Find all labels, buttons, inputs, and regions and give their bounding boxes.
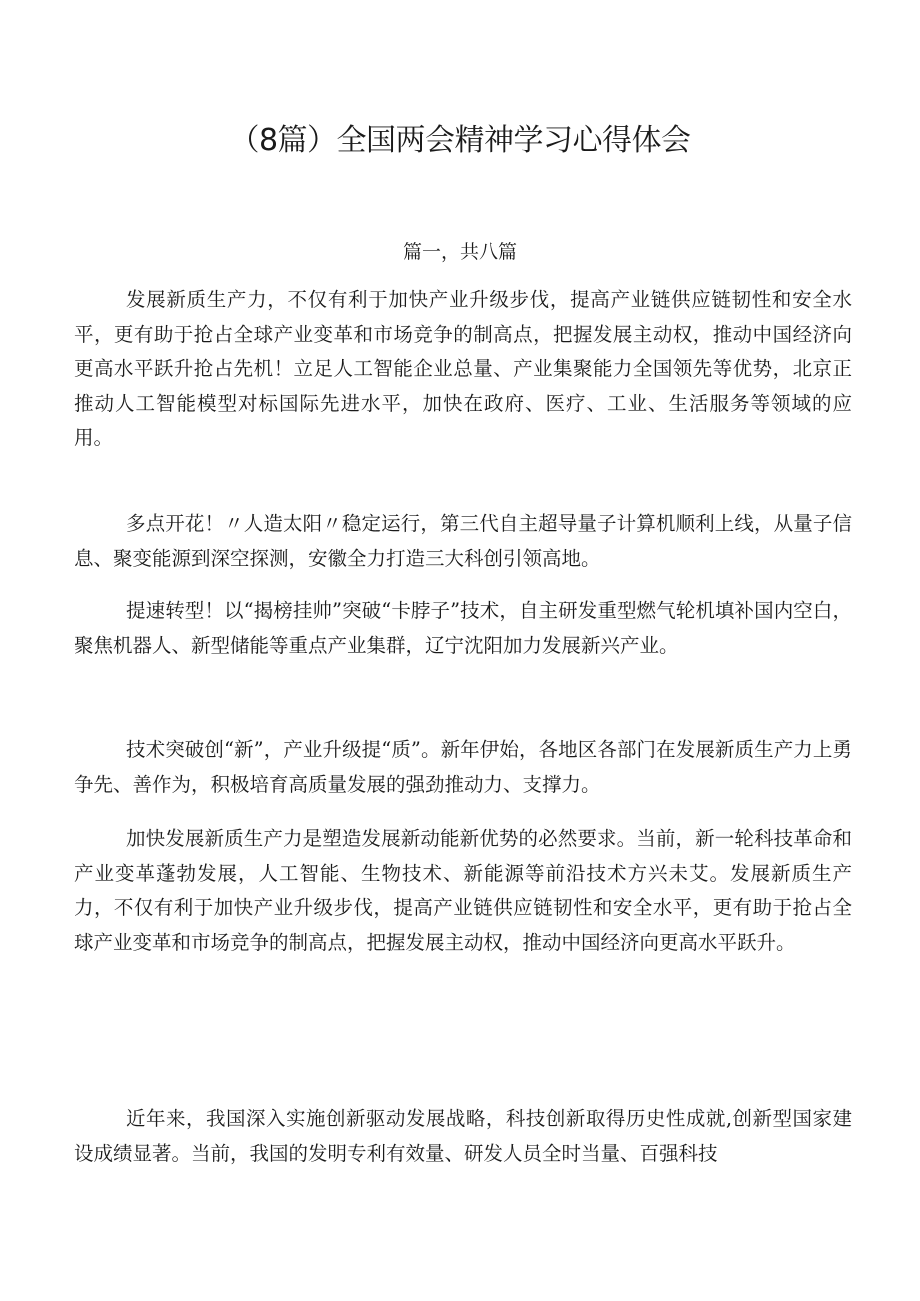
paragraph: 近年来，我国深入实施创新驱动发展战略，科技创新取得历史性成就,创新型国家建设成绩显著。当前，我国的发明专利有效量、研发人员全时当量、百强科技 [74, 1107, 852, 1165]
paragraph: 提速转型！以“揭榜挂帅”突破“卡脖子”技术，自主研发重型燃气轮机填补国内空白，聚焦机器人、新型储能等重点产业集群，辽宁沈阳加力发展新兴产业。 [74, 599, 852, 657]
document-title: （8篇）全国两会精神学习心得体会 [229, 123, 691, 158]
paragraph: 多点开花！〃人造太阳〃稳定运行，第三代自主超导量子计算机顺利上线，从量子信息、聚变能源到深空探测，安徽全力打造三大科创引领高地。 [74, 512, 852, 570]
section-heading: 篇一，共八篇 [402, 241, 517, 263]
paragraph: 加快发展新质生产力是塑造发展新动能新优势的必然要求。当前，新一轮科技革命和产业变革蓬勃发展，人工智能、生物技术、新能源等前沿技术方兴未艾。发展新质生产力，不仅有利于加快产业升级步伐，提高产业链供应链韧性和安全水平，更有助于抢占全球产业变革和市场竞争的制高点，把握发展主动权，推动中国经济向更高水平跃升。 [74, 827, 852, 954]
paragraph: 发展新质生产力，不仅有利于加快产业升级步伐，提高产业链供应链韧性和安全水平，更有助于抢占全球产业变革和市场竞争的制高点，把握发展主动权，推动中国经济向更高水平跃升抢占先机！立足人工智能企业总量、产业集聚能力全国领先等优势，北京正推动人工智能模型对标国际先进水平，加快在政府、医疗、工业、生活服务等领域的应用。 [74, 288, 852, 449]
paragraph: 技术突破创“新”，产业升级提“质”。新年伊始，各地区各部门在发展新质生产力上勇争先、善作为，积极培育高质量发展的强劲推动力、支撑力。 [74, 738, 852, 796]
